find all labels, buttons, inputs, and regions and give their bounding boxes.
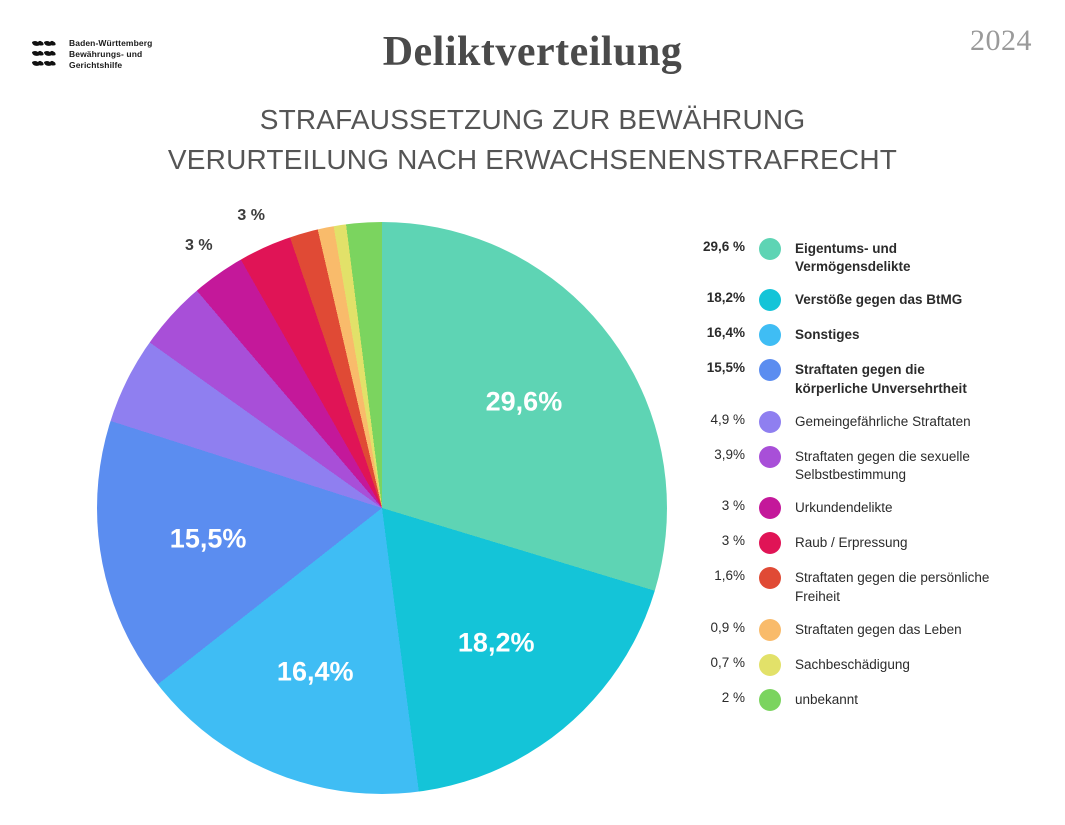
pie-slice-label: 3 % [237,206,265,224]
legend-color-swatch [759,359,781,381]
legend-item-label: unbekannt [795,691,859,707]
pie-chart [78,206,667,794]
subtitle-line-2: VERURTEILUNG NACH ERWACHSENENSTRAFRECHT [167,143,898,175]
legend-color-swatch [759,532,781,554]
legend-item[interactable] [683,446,1043,484]
legend-item-value: 3,9% [714,446,745,462]
legend-item-value: 2 % [721,689,745,705]
legend-color-swatch [759,324,781,346]
legend-item-label: Urkundendelikte [795,500,893,516]
year-label: 2024 [970,24,1032,57]
legend-item-value: 0,9 % [710,619,745,635]
legend-item-label: Eigentums- und Vermögensdelikte [795,241,911,275]
pie-slice-label: 15,5% [169,523,247,554]
legend-color-swatch [759,411,781,433]
legend-item[interactable] [683,324,1043,346]
legend-item[interactable] [683,359,1043,397]
legend-item[interactable] [683,497,1043,519]
pie-slice-label: 4,9% [78,355,115,373]
legend-item-label: Sachbeschädigung [795,656,910,672]
logo-line-3: Gerichtshilfe [69,60,123,71]
legend-item[interactable] [683,567,1043,605]
legend-item-value: 1,6% [714,568,745,584]
legend-color-swatch [759,289,781,311]
legend-item-label: Straftaten gegen die körperliche Unversehrtheit [795,362,967,396]
legend-item-label: Raub / Erpressung [795,535,908,551]
pie-slices [97,222,667,794]
pie-slice-label: 18,2% [457,627,535,658]
legend-item[interactable] [683,532,1043,554]
legend-item-value: 16,4% [706,325,745,341]
legend-item-value: 0,7 % [710,654,745,670]
legend-item-value: 18,2% [706,290,745,306]
legend-color-swatch [759,619,781,641]
legend-item-value: 4,9 % [710,411,745,427]
logo-line-2: Bewährungs- und [69,49,143,60]
logo-line-1: Baden-Württemberg [69,38,153,48]
legend-color-swatch [759,446,781,468]
legend-item-label: Verstöße gegen das BtMG [795,292,963,308]
legend-item-label: Straftaten gegen die sexuelle Selbstbestimmung [795,448,970,483]
legend-item-label: Sonstiges [795,327,860,343]
legend-color-swatch [759,567,781,589]
chart-legend [683,238,1043,724]
pie-slice-label: 29,6% [485,386,563,417]
subtitle-line-1: STRAFAUSSETZUNG ZUR BEWÄHRUNG [259,104,806,135]
legend-item-label: Straftaten gegen das Leben [795,621,962,637]
page-subtitle [0,100,1065,180]
legend-item[interactable] [683,654,1043,676]
legend-item[interactable] [683,238,1043,276]
legend-item[interactable] [683,289,1043,311]
legend-item-label: Straftaten gegen die persönliche Freiheit [795,570,990,604]
legend-color-swatch [759,497,781,519]
legend-item-value: 15,5% [706,360,745,376]
legend-item-value: 29,6 % [702,239,745,254]
legend-color-swatch [759,689,781,711]
legend-item[interactable] [683,619,1043,641]
legend-color-swatch [759,238,781,260]
legend-item-value: 3 % [721,498,745,514]
legend-item[interactable] [683,411,1043,433]
page-title: Deliktverteilung [382,29,683,75]
legend-item-label: Gemeingefährliche Straftaten [795,413,971,429]
legend-item-value: 3 % [721,533,745,549]
legend-item[interactable] [683,689,1043,711]
legend-color-swatch [759,654,781,676]
pie-slice-label: 16,4% [276,656,354,687]
pie-slice-label: 3,9% [128,282,165,300]
pie-slice-label: 3 % [185,236,213,254]
